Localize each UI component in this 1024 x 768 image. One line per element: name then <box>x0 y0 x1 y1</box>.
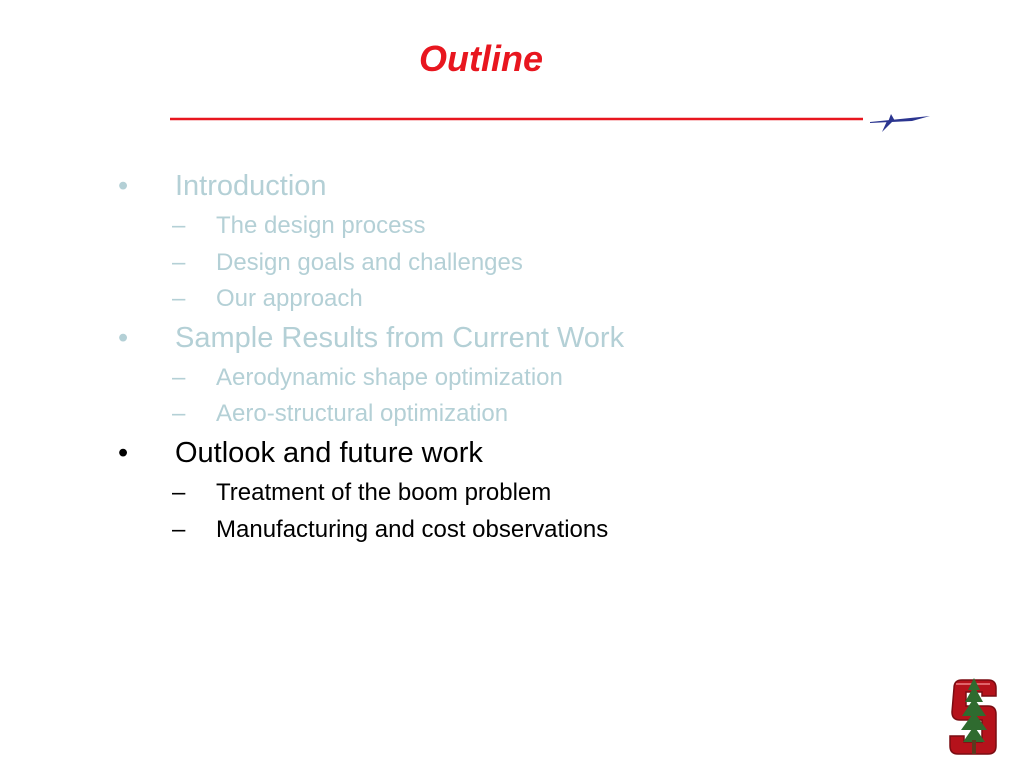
bullet-marker: • <box>118 170 129 202</box>
bullet-marker: • <box>118 322 129 354</box>
dash-marker: – <box>172 249 186 276</box>
list-item-text: The design process <box>216 212 426 239</box>
dash-marker: – <box>172 400 186 427</box>
stanford-logo <box>944 676 1000 758</box>
dash-marker: – <box>172 479 186 506</box>
list-item-text: Aerodynamic shape optimization <box>216 364 563 391</box>
list-item-text: Manufacturing and cost observations <box>216 516 609 543</box>
list-item-text: Treatment of the boom problem <box>216 479 552 506</box>
dash-marker: – <box>172 516 186 543</box>
dash-marker: – <box>172 212 186 239</box>
list-item-text: Outlook and future work <box>175 437 483 469</box>
list-item-text: Our approach <box>216 285 363 312</box>
slide-title: Outline <box>419 38 543 79</box>
list-item-text: Design goals and challenges <box>216 249 523 276</box>
dash-marker: – <box>172 285 186 312</box>
list-item-text: Introduction <box>175 170 327 202</box>
list-item-text: Sample Results from Current Work <box>175 322 625 354</box>
bullet-marker: • <box>118 437 129 469</box>
dash-marker: – <box>172 364 186 391</box>
list-item-text: Aero-structural optimization <box>216 400 509 427</box>
